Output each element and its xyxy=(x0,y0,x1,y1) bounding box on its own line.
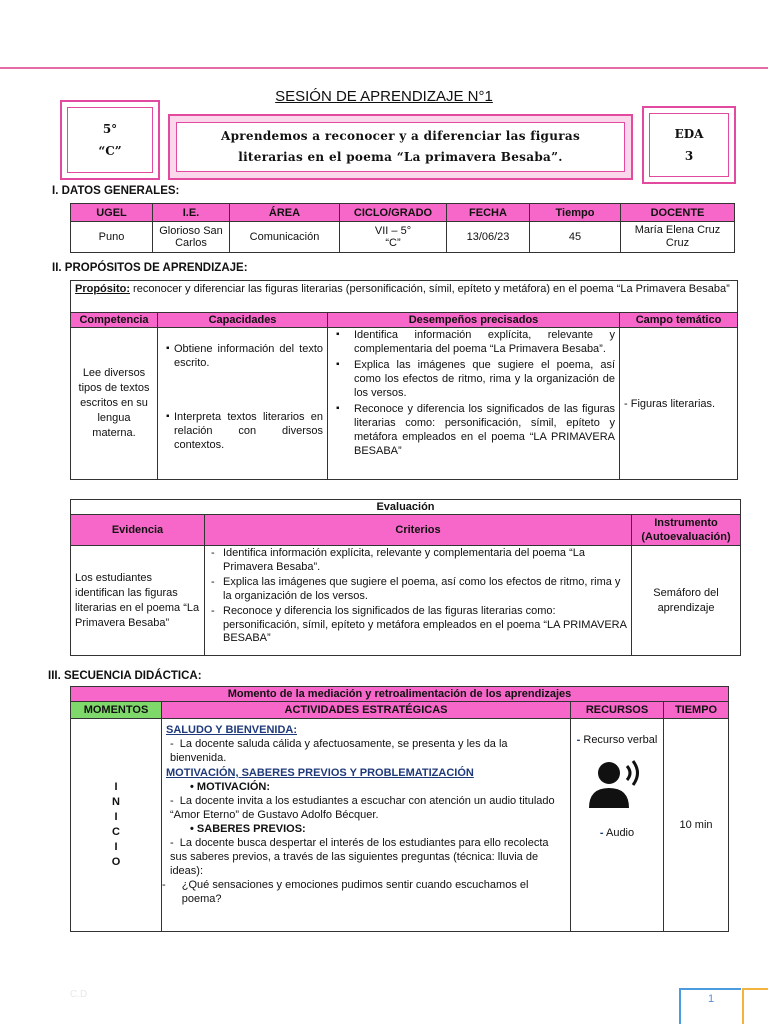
capacidad-item: ▪ Interpreta textos literarios en relación con diversos contextos. xyxy=(162,410,323,452)
competencia-cell: Lee diversos tipos de textos escritos en su lengua materna. xyxy=(71,328,158,480)
header-ugel: UGEL xyxy=(71,204,153,222)
header-momento-mediacion: Momento de la mediación y retroalimentación de los aprendizajes xyxy=(71,687,729,702)
footer-initials: C.D xyxy=(70,989,88,1000)
header-instrumento: Instrumento (Autoevaluación) xyxy=(632,515,741,546)
saludo-text-row: - La docente saluda cálida y afectuosamente, se presenta y les da la bienvenida. xyxy=(170,738,508,764)
desempeno-item: ▪ Identifica información explícita, relevante y complementaria del poema “La Primavera Besaba”. xyxy=(332,328,615,356)
header-area: ÁREA xyxy=(230,204,340,222)
header-rule xyxy=(0,67,768,69)
header-criterios: Criterios xyxy=(205,515,632,546)
secuencia-table xyxy=(70,686,729,932)
momento-letter: O xyxy=(111,856,121,868)
momento-letter: N xyxy=(112,796,120,808)
grade-label: 5° xyxy=(102,122,118,136)
motivacion-text: La docente invita a los estudiantes a escuchar con atención un audio titulado “Amor Eterno” de Gustavo Adolfo Bécquer. xyxy=(170,795,555,821)
header-desempenos: Desempeños precisados xyxy=(328,313,620,328)
recursos-cell xyxy=(571,719,664,932)
grade-box xyxy=(60,100,160,180)
tiempo-cell: 10 min xyxy=(664,719,729,932)
eda-box xyxy=(642,106,736,184)
header-actividades: ACTIVIDADES ESTRATÉGICAS xyxy=(162,702,571,719)
pregunta-text: ¿Qué sensaciones y emociones pudimos sentir cuando escuchamos el poema? xyxy=(181,879,529,905)
motivacion-title: MOTIVACIÓN, SABERES PREVIOS Y PROBLEMATIZACIÓN xyxy=(166,767,474,779)
evidencia-item: Los estudiantes identifican las figuras literarias en el poema “La Primavera Besaba” xyxy=(75,571,200,629)
evaluacion-table xyxy=(70,499,741,656)
section-3-title: III. SECUENCIA DIDÁCTICA: xyxy=(48,670,202,682)
header-momentos: MOMENTOS xyxy=(71,702,162,719)
saberes-text: La docente busca despertar el interés de los estudiantes para ello recolecta sus saberes previos, a través de las siguientes preguntas (técnica: lluvia de ideas): xyxy=(170,837,549,877)
proposito-label: Propósito: xyxy=(75,283,130,295)
header-competencia: Competencia xyxy=(71,313,158,328)
header-tiempo-seq: TIEMPO xyxy=(664,702,729,719)
proposito-cell xyxy=(71,281,738,313)
header-fecha: FECHA xyxy=(447,204,530,222)
motivacion-text-row: - La docente invita a los estudiantes a escuchar con atención un audio titulado “Amor Eterno” de Gustavo Adolfo Bécquer. xyxy=(170,795,555,821)
header-ie: I.E. xyxy=(153,204,230,222)
criterio-item: - Explica las imágenes que sugiere el poema, así como los efectos de ritmo, rima y la organización de los versos. xyxy=(209,576,627,603)
momento-letter: I xyxy=(114,841,118,853)
page-number: 1 xyxy=(707,993,715,1005)
capacidad-item: ▪ Obtiene información del texto escrito. xyxy=(162,342,323,370)
saberes-text-row: - La docente busca despertar el interés de los estudiantes para ello recolecta sus saberes previos, a través de las siguientes preguntas (técnica: lluvia de ideas): xyxy=(170,837,549,877)
instrumento-cell: Semáforo del aprendizaje xyxy=(632,546,741,656)
campo-cell: - Figuras literarias. xyxy=(620,328,738,480)
header-capacidades: Capacidades xyxy=(158,313,328,328)
recurso-audio-text: Audio xyxy=(605,827,635,839)
pregunta-row: - ¿Qué sensaciones y emociones pudimos sentir cuando escuchamos el poema? xyxy=(162,878,566,906)
evaluacion-title: Evaluación xyxy=(71,500,741,515)
criterio-item: - Identifica información explícita, relevante y complementaria del poema “La Primavera Besaba”. xyxy=(209,547,627,574)
section-label: “C” xyxy=(98,144,122,158)
datos-generales-table xyxy=(70,203,735,253)
header-recursos: RECURSOS xyxy=(571,702,664,719)
cell-docente: María Elena Cruz Cruz xyxy=(621,222,735,253)
criterios-cell xyxy=(205,546,632,656)
saberes-label: SABERES PREVIOS: xyxy=(196,823,306,835)
banner-line-1: Aprendemos a reconocer y a diferenciar las figuras xyxy=(220,129,581,143)
recurso-verbal: - Recurso verbal xyxy=(576,734,658,746)
saberes-label-row: • SABERES PREVIOS: xyxy=(190,823,306,835)
eda-label: EDA xyxy=(674,127,704,141)
evidencia-cell xyxy=(71,546,205,656)
momento-inicio xyxy=(111,780,121,870)
saludo-title: SALUDO Y BIENVENIDA: xyxy=(166,724,298,736)
propositos-table xyxy=(70,280,738,480)
cell-area: Comunicación xyxy=(230,222,340,253)
footer-accent xyxy=(742,988,768,1024)
cell-ugel: Puno xyxy=(71,222,153,253)
proposito-text: reconocer y diferenciar las figuras literarias (personificación, símil, epíteto y metáfora) en el poema “La Primavera Besaba” xyxy=(130,283,730,295)
desempeno-item: ▪ Reconoce y diferencia los significados de las figuras literarias como: personificación, símil, epíteto y metáfora empleados en el poema “LA PRIMAVERA BESABA” xyxy=(332,402,615,458)
momento-cell xyxy=(71,719,162,932)
banner-line-2: literarias en el poema “La primavera Besaba”. xyxy=(238,150,563,164)
cell-ciclo: VII – 5° “C” xyxy=(340,222,447,253)
page-title: SESIÓN DE APRENDIZAJE N°1 xyxy=(275,88,493,105)
cell-fecha: 13/06/23 xyxy=(447,222,530,253)
momento-letter: I xyxy=(114,781,118,793)
desempenos-cell xyxy=(328,328,620,480)
session-title-banner xyxy=(168,114,633,180)
header-evidencia: Evidencia xyxy=(71,515,205,546)
header-campo: Campo temático xyxy=(620,313,738,328)
cell-tiempo: 45 xyxy=(530,222,621,253)
actividades-cell xyxy=(162,719,571,932)
saludo-text: La docente saluda cálida y afectuosamente, se presenta y les da la bienvenida. xyxy=(170,738,508,764)
eda-number: 3 xyxy=(684,149,694,163)
capacidades-cell xyxy=(158,328,328,480)
criterio-item: - Reconoce y diferencia los significados de las figuras literarias como: personificación, símil, epíteto y metáfora empleados en el poema “LA PRIMAVERA BESABA” xyxy=(209,605,627,646)
section-1-title: I. DATOS GENERALES: xyxy=(52,185,180,197)
desempeno-item: ▪ Explica las imágenes que sugiere el poema, así como los efectos de ritmo, rima y la organización de los versos. xyxy=(332,358,615,400)
header-ciclo: CICLO/GRADO xyxy=(340,204,447,222)
page-number-box xyxy=(679,988,741,1024)
section-2-title: II. PROPÓSITOS DE APRENDIZAJE: xyxy=(52,262,248,274)
motivacion-label-row: • MOTIVACIÓN: xyxy=(190,781,271,793)
recurso-audio: - Audio xyxy=(599,827,635,839)
momento-letter: I xyxy=(114,811,118,823)
speaking-person-icon xyxy=(587,756,647,812)
cell-ie: Glorioso San Carlos xyxy=(153,222,230,253)
header-docente: DOCENTE xyxy=(621,204,735,222)
header-tiempo: Tiempo xyxy=(530,204,621,222)
motivacion-label: MOTIVACIÓN xyxy=(196,781,267,793)
recurso-verbal-text: Recurso verbal xyxy=(583,734,658,746)
momento-letter: C xyxy=(112,826,120,838)
